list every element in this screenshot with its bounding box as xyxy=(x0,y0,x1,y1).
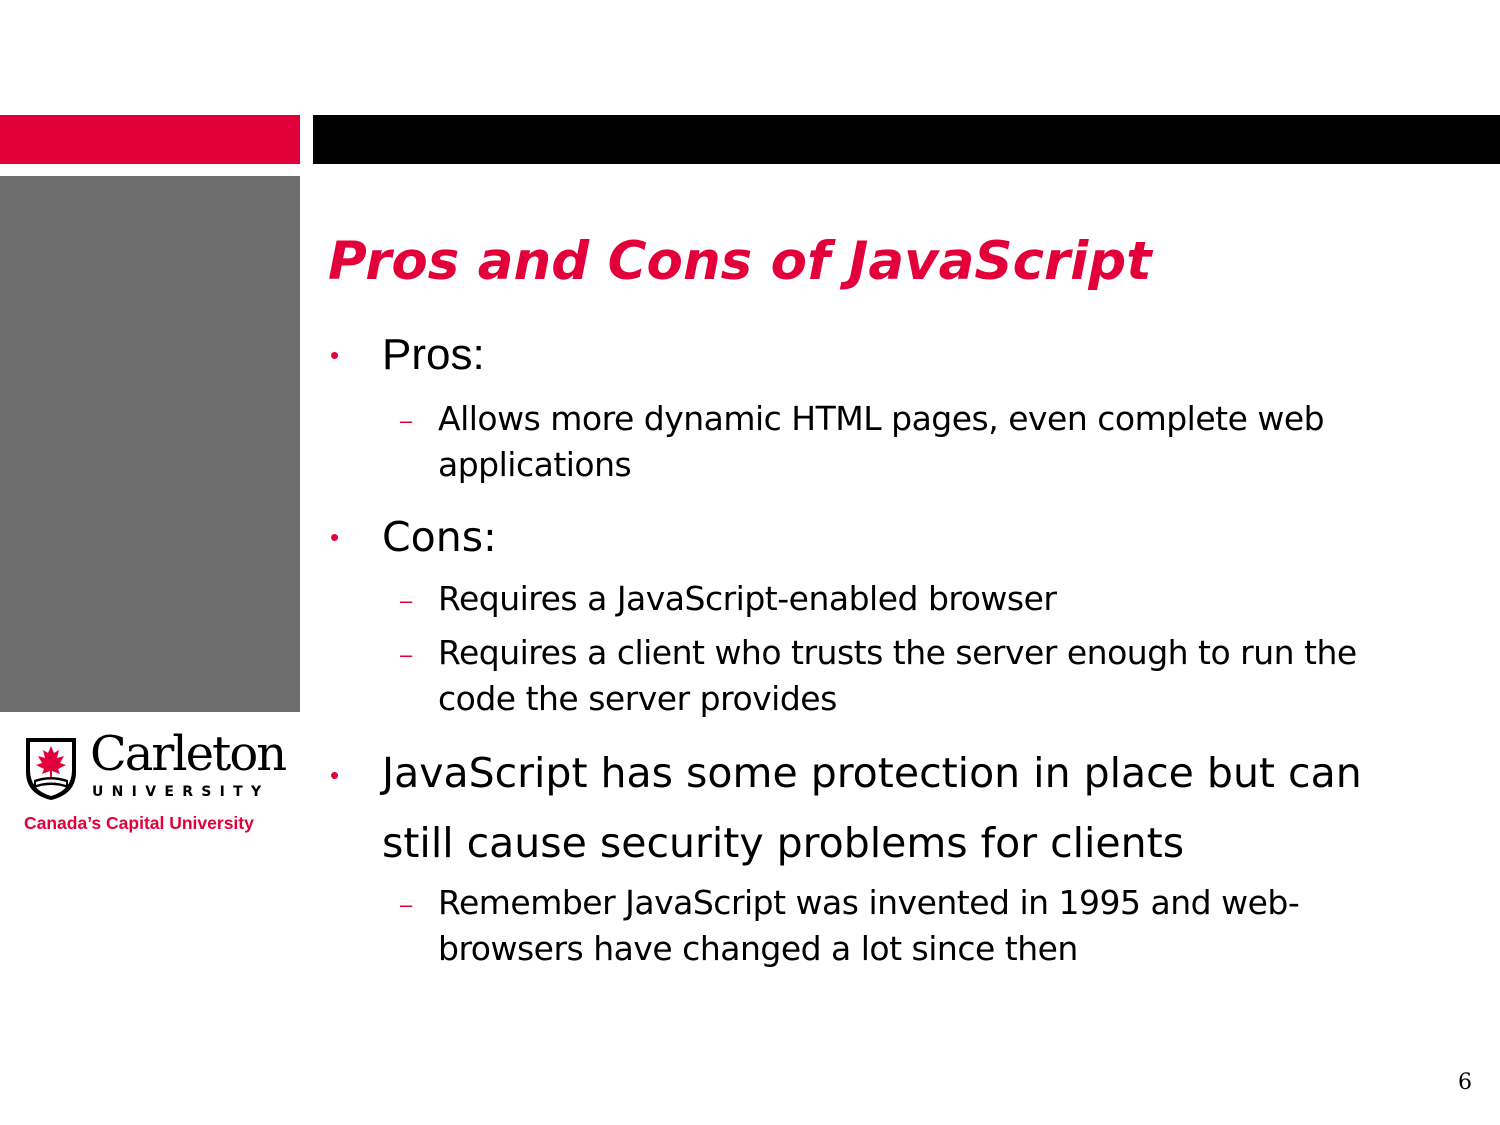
bullet-text: Cons: xyxy=(382,513,497,561)
slide-title: Pros and Cons of JavaScript xyxy=(328,231,1152,292)
sub-bullet-text: Allows more dynamic HTML pages, even complete web applications xyxy=(438,399,1325,484)
bullet-symbol: • xyxy=(330,340,340,370)
bullet-symbol: • xyxy=(330,760,340,790)
bullet-text: JavaScript has some protection in place but can still cause security problems for clients xyxy=(382,749,1362,867)
sub-bullet-symbol: – xyxy=(400,588,413,613)
sub-bullet-text: Requires a JavaScript-enabled browser xyxy=(438,579,1057,618)
sub-bullet-symbol: – xyxy=(400,892,413,917)
logo-university: UNIVERSITY xyxy=(92,784,270,800)
sub-bullet-text: Requires a client who trusts the server enough to run the code the server provides xyxy=(438,633,1357,718)
sub-bullet-symbol: – xyxy=(400,642,413,667)
bullet-text: Pros: xyxy=(382,330,485,379)
logo-tagline: Canada’s Capital University xyxy=(24,813,254,833)
page-number: 6 xyxy=(1458,1070,1472,1095)
sub-bullet-symbol: – xyxy=(400,408,413,433)
sub-bullet-text: Remember JavaScript was invented in 1995 and web-browsers have changed a lot since then xyxy=(438,883,1300,968)
logo-wordmark: Carleton xyxy=(90,726,286,782)
bullet-symbol: • xyxy=(330,522,340,552)
